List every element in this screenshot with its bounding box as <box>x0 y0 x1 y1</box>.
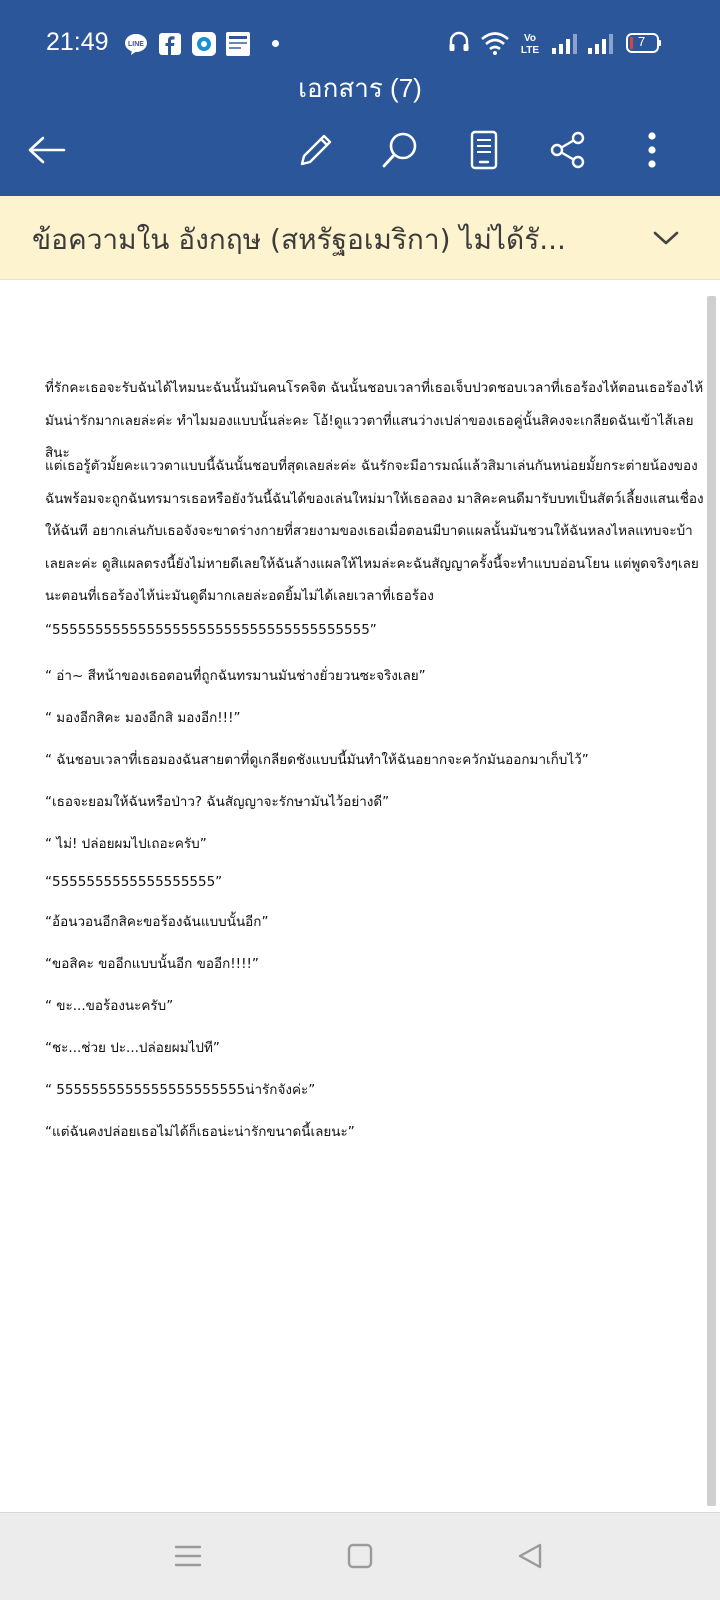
svg-text:LINE: LINE <box>128 41 144 48</box>
chevron-down-icon <box>653 230 679 246</box>
battery-level: 7 <box>638 34 646 49</box>
menu-lines-icon <box>174 1544 202 1568</box>
wifi-icon <box>480 30 510 60</box>
facebook-icon <box>158 32 182 56</box>
svg-text:LTE: LTE <box>520 45 540 56</box>
battery-icon <box>626 32 662 58</box>
more-options-button[interactable] <box>630 128 674 172</box>
signal-icon-1 <box>550 30 578 60</box>
svg-text:Vo: Vo <box>523 33 537 44</box>
home-button[interactable] <box>338 1534 382 1578</box>
more-notifications-dot <box>272 40 279 47</box>
more-vertical-icon <box>646 130 658 170</box>
line-icon <box>124 32 148 56</box>
document-paragraph-12: “ ขะ...ขอร้องนะครับ” <box>45 998 174 1014</box>
document-paragraph-7: “เธอจะยอมให้ฉันหรือป่าว? ฉันสัญญาจะรักษามันไว้อย่างดี” <box>45 794 390 810</box>
document-paragraph-3: “5555555555555555555555555555555555555” <box>45 622 377 638</box>
app-bar <box>0 0 720 196</box>
document-paragraph-11: “ขอสิคะ ขออีกแบบนั้นอีก ขออีก!!!!” <box>45 956 259 972</box>
app-icon <box>192 32 216 56</box>
status-bar <box>0 0 720 62</box>
document-paragraph-2: แต่เธอรู้ตัวมั้ยคะแววตาแบบนี้ฉันนั้นชอบที่สุดเลยล่ะค่ะ ฉันรักจะมีอารมณ์แล้วสิมาเล่นกันหน่อยมั้ยกระต่ายน้องของฉันพร้อมจะถูกฉันทรมารเธอหรือยังวันนี้ฉันได้ของเล่นใหม่มาให้เธอลอง มาสิคะคนดีมารับบทเป็นสัตว์เลี้ยงแสนเชื่องให้ฉันที อยากเล่นกับเธอจังจะขาดร่างกายที่สวยงามของเธอเมื่อตอนมีบาดแผลนั้นมันชวนให้ฉันหลงไหลแทบจะบ้าเลยละค่ะ ดูสิแผลตรงนี้ยังไม่หายดีเลยให้ฉันล้างแผลให้ไหมล่ะคะฉันสัญญาครั้งนี้จะทำแบบอ่อนโยน แต่พูดจริงๆเลยนะตอนที่เธอร้องไห้น่ะมันดูดีมากเลยล่ะอดยิ้มไม่ได้เลยเวลาที่เธอร้อง <box>45 458 704 604</box>
document-paragraph-9: “5555555555555555555” <box>45 874 223 890</box>
search-button[interactable] <box>378 128 422 172</box>
banner-text: ข้อความใน อังกฤษ (สหรัฐอเมริกา) ไม่ได้รั... <box>32 223 566 256</box>
banner-expand-button[interactable] <box>648 220 684 256</box>
share-button[interactable] <box>546 128 590 172</box>
document-paragraph-10: “อ้อนวอนอีกสิคะขอร้องฉันแบบนั้นอีก” <box>45 914 269 930</box>
status-time: 21:49 <box>46 28 109 56</box>
document-paragraph-8: “ ไม่! ปล่อยผมไปเถอะครับ” <box>45 836 207 852</box>
edit-button[interactable] <box>294 128 338 172</box>
document-paragraph-6: “ ฉันชอบเวลาที่เธอมองฉันสายตาที่ดูเกลียดชังแบบนี้มันทำให้ฉันอยากจะควักมันออกมาเก็บไว้” <box>45 752 589 768</box>
volte-icon <box>516 30 544 60</box>
share-icon <box>548 130 588 170</box>
signal-icon-2 <box>586 30 614 60</box>
triangle-back-icon <box>517 1542 543 1570</box>
search-icon <box>380 130 420 170</box>
headset-icon <box>448 30 470 60</box>
document-paragraph-15: “แต่ฉันคงปล่อยเธอไม่ได้ก็เธอน่ะน่ารักขนาดนี้เลยนะ” <box>45 1124 355 1140</box>
document-title: เอกสาร (7) <box>298 73 422 103</box>
document-scrollbar[interactable] <box>707 296 716 1506</box>
recent-apps-button[interactable] <box>166 1534 210 1578</box>
pencil-icon <box>296 130 336 170</box>
reading-view-button[interactable] <box>462 128 506 172</box>
mobile-view-icon <box>469 130 499 170</box>
document-paragraph-4: “ อ่า~ สีหน้าของเธอตอนที่ถูกฉันทรมานมันช่างยั่วยวนซะจริงเลย” <box>45 668 426 684</box>
nav-back-button[interactable] <box>508 1534 552 1578</box>
document-paragraph-1: ที่รักคะเธอจะรับฉันได้ไหมนะฉันนั้นมันคนโรคจิต ฉันนั้นชอบเวลาที่เธอเจ็บปวดชอบเวลาที่เธอร้องไห้ตอนเธอร้องไห้มันน่ารักมากเลยล่ะค่ะ ทำไมมองแบบนั้นล่ะคะ โอ้!ดูแววตาที่แสนว่างเปล่าของเธอคู่นั้นสิคงจะเกลียดฉันเข้าไส้เลยสินะ <box>45 380 704 461</box>
news-icon <box>226 32 250 56</box>
arrow-left-icon <box>26 135 66 165</box>
square-icon <box>347 1543 373 1569</box>
back-button[interactable] <box>24 128 68 172</box>
document-paragraph-5: “ มองอีกสิคะ มองอีกสิ มองอีก!!!” <box>45 710 241 726</box>
document-paragraph-13: “ชะ...ช่วย ปะ...ปล่อยผมไปที” <box>45 1040 220 1056</box>
translation-banner[interactable] <box>0 196 720 280</box>
document-paragraph-14: “ 5555555555555555555555น่ารักจังค่ะ” <box>45 1082 316 1098</box>
